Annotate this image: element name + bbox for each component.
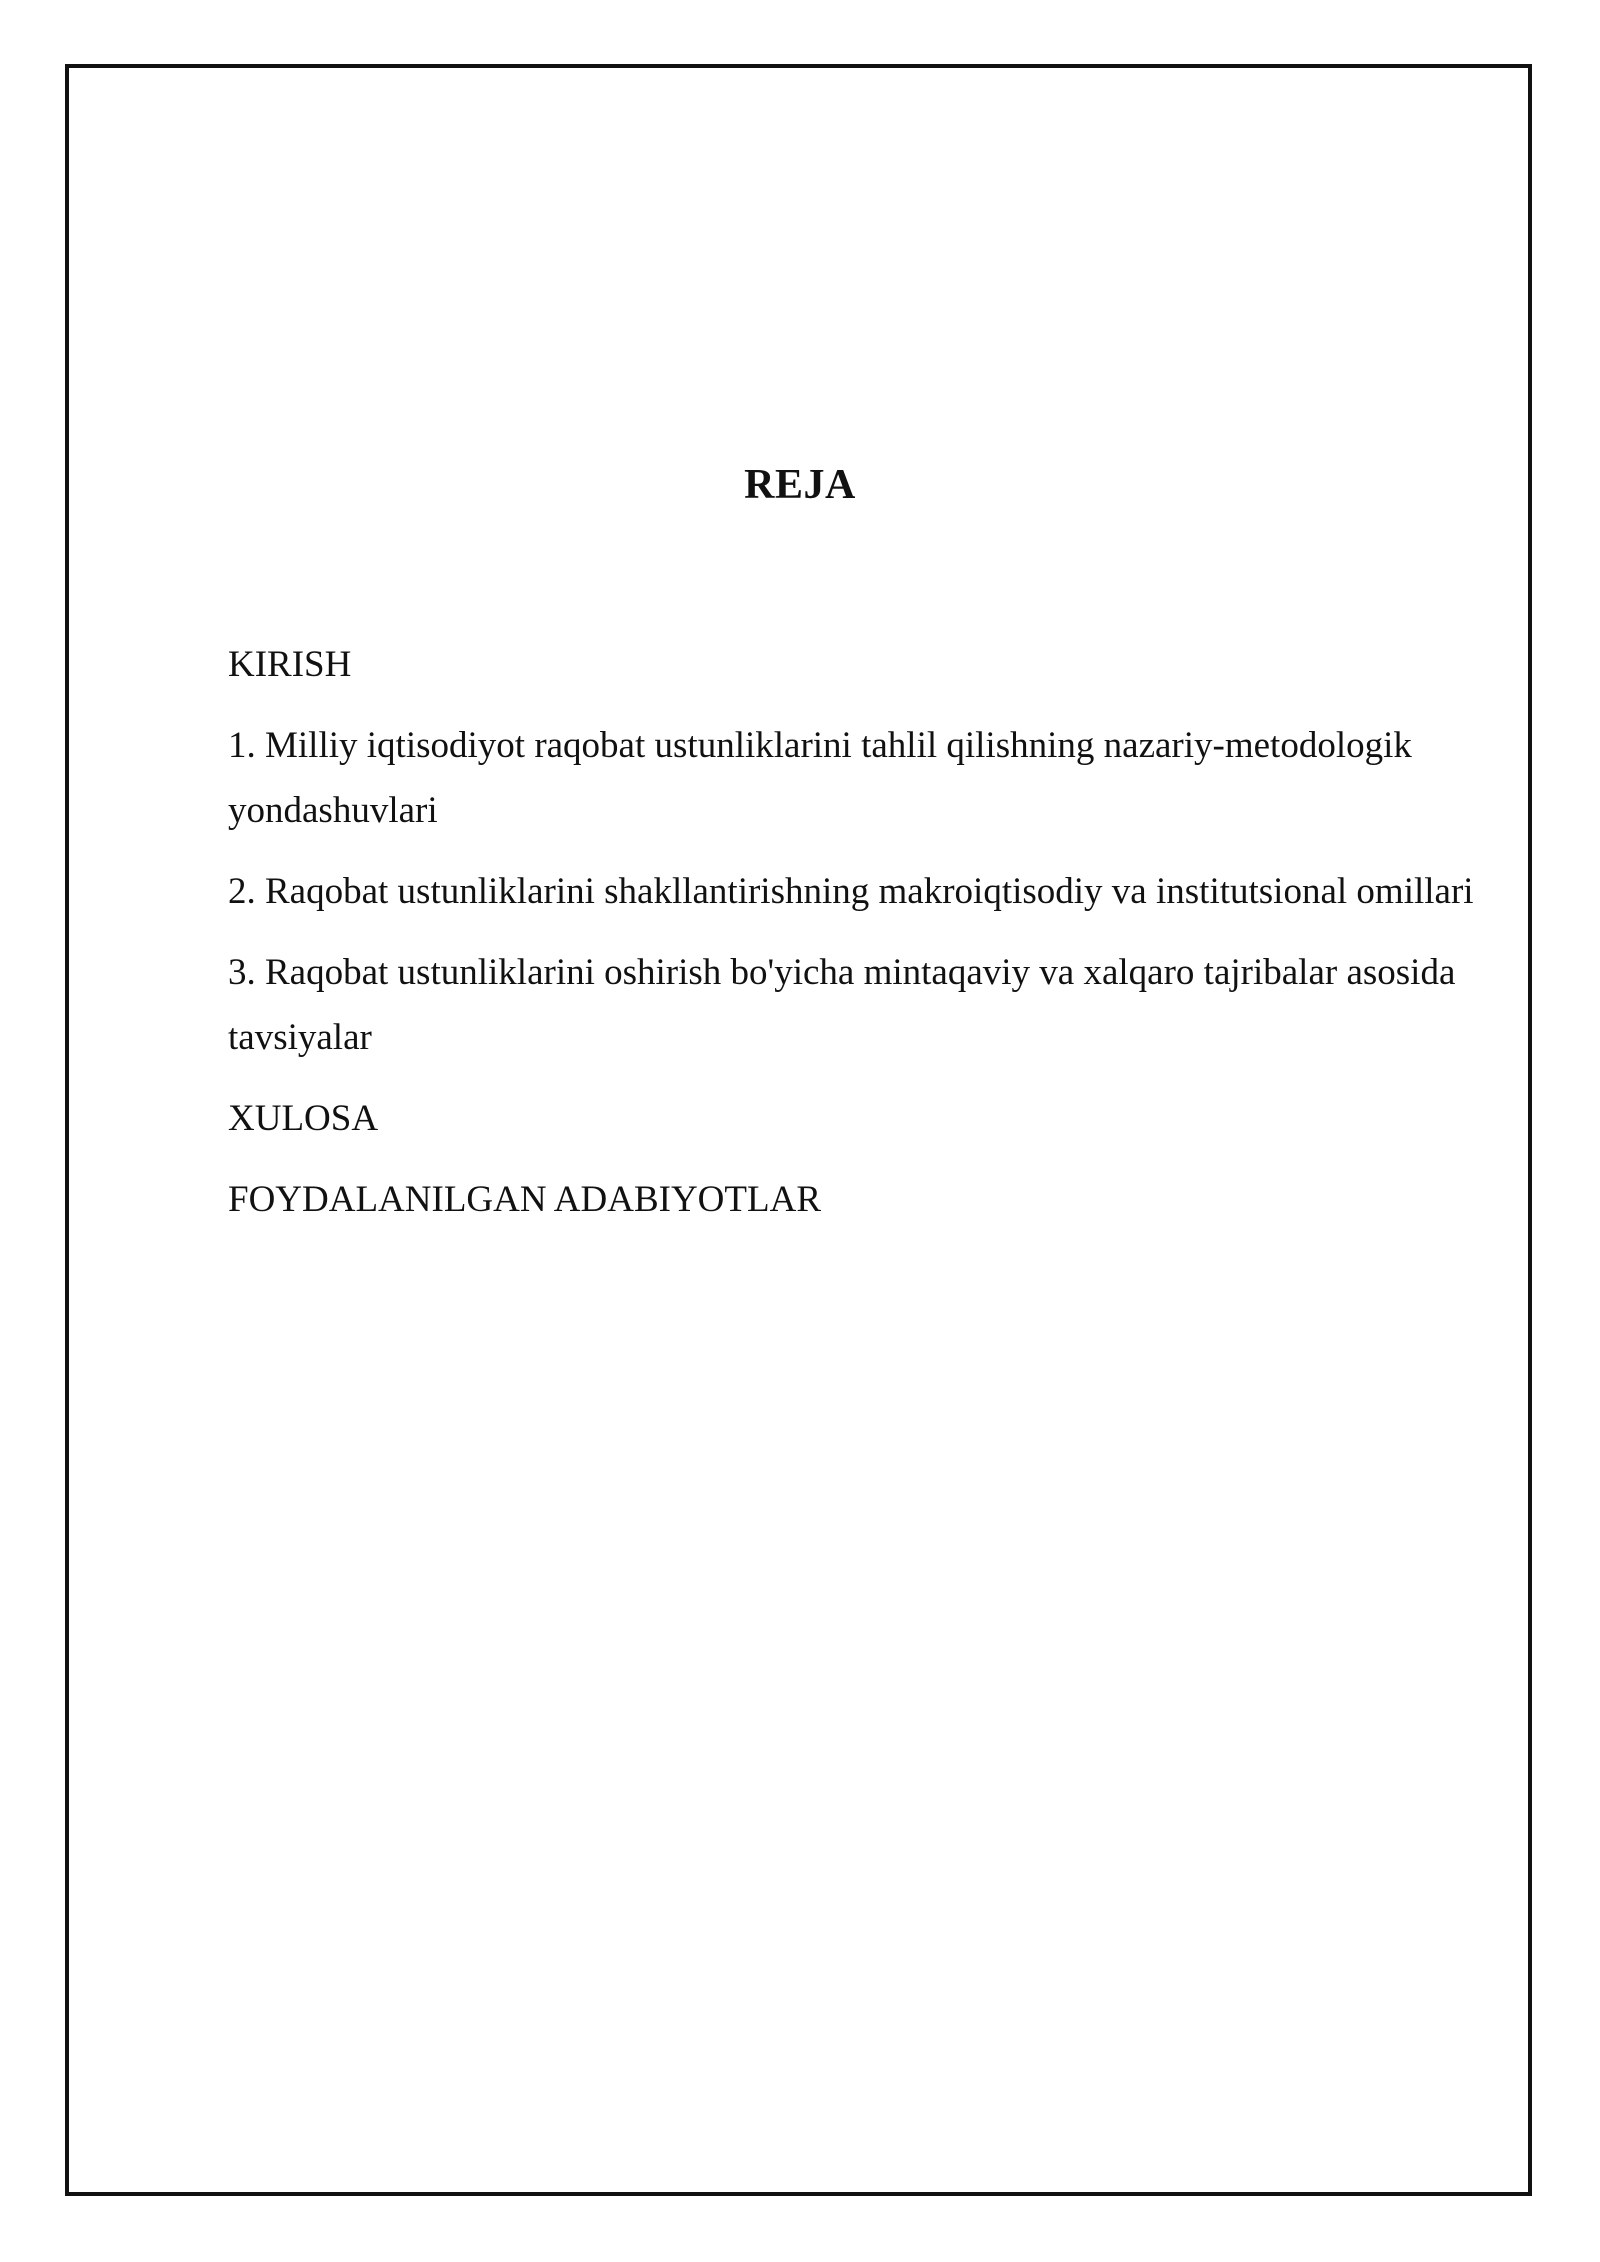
plan-list <box>228 632 1493 1248</box>
plan-item-chapter-1: 1. Milliy iqtisodiyot raqobat ustunliklarini tahlil qilishning nazariy-metodologik yondashuvlari <box>228 725 1412 831</box>
page-title: REJA <box>744 462 856 508</box>
plan-item-introduction: KIRISH <box>228 644 352 685</box>
plan-item-chapter-2: 2. Raqobat ustunliklarini shakllantirishning makroiqtisodiy va institutsional omillari <box>228 871 1474 912</box>
plan-item-references: FOYDALANILGAN ADABIYOTLAR <box>228 1179 821 1220</box>
plan-item-conclusion: XULOSA <box>228 1098 379 1139</box>
plan-item-chapter-3: 3. Raqobat ustunliklarini oshirish bo'yicha mintaqaviy va xalqaro tajribalar asosida tavsiyalar <box>228 952 1456 1058</box>
